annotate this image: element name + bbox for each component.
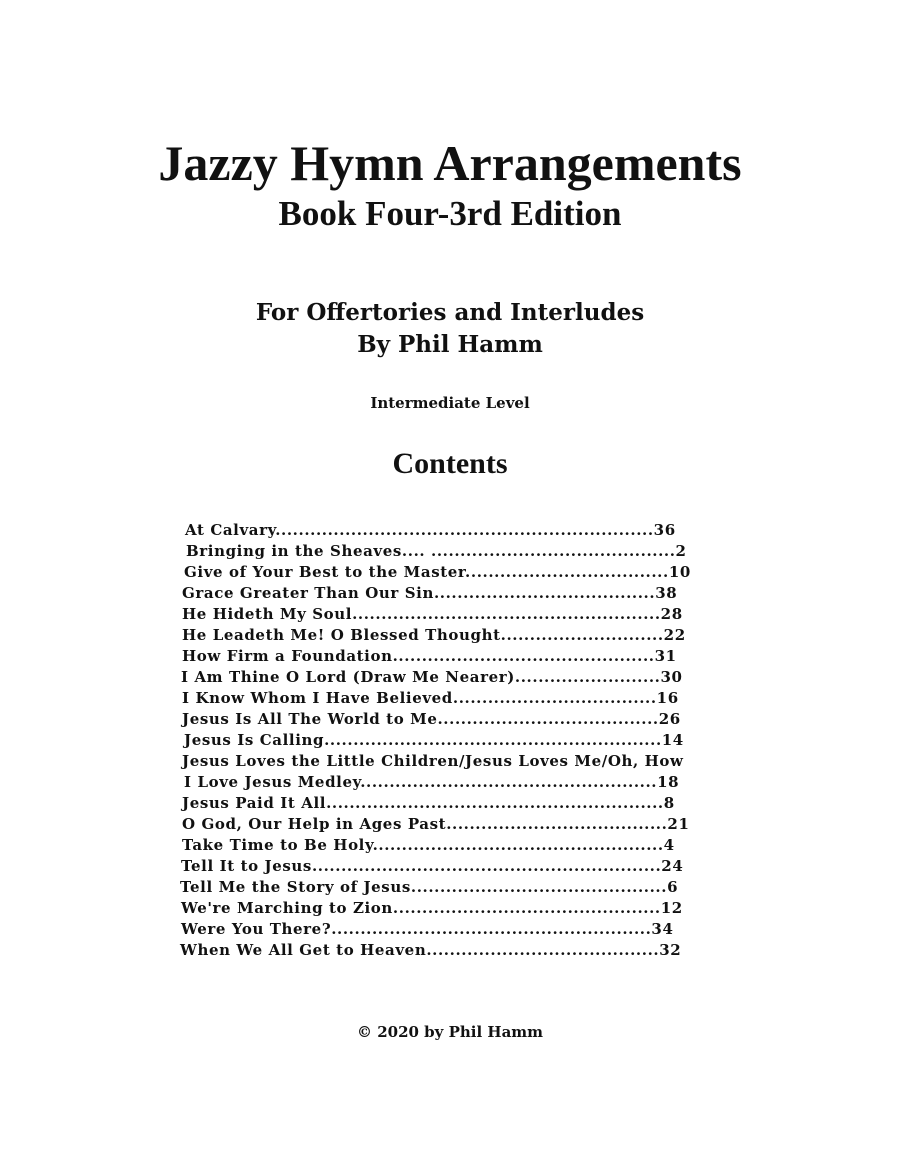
- difficulty-level: Intermediate Level: [370, 394, 530, 412]
- toc-entry: How Firm a Foundation.............................................31: [182, 647, 677, 665]
- toc-entry: When We All Get to Heaven........................................32: [180, 941, 682, 959]
- toc-entry: Give of Your Best to the Master...................................10: [184, 563, 691, 581]
- toc-entry: Tell Me the Story of Jesus............................................6: [180, 878, 679, 896]
- purpose-line: For Offertories and Interludes: [255, 299, 645, 326]
- toc-entry: I Know Whom I Have Believed...................................16: [182, 689, 679, 707]
- toc-entry: Bringing in the Sheaves.... ..........................................2: [186, 542, 687, 560]
- toc-entry: Grace Greater Than Our Sin......................................38: [182, 584, 678, 602]
- author-line: By Phil Hamm: [357, 331, 543, 358]
- contents-heading: Contents: [392, 447, 508, 480]
- toc-entry: We're Marching to Zion..............................................12: [181, 899, 683, 917]
- toc-entry: Take Time to Be Holy..................................................4: [182, 836, 675, 854]
- toc-entry: I Am Thine O Lord (Draw Me Nearer).........................30: [181, 668, 683, 686]
- toc-entry: I Love Jesus Medley...................................................18: [184, 773, 680, 791]
- toc-entry: Tell It to Jesus............................................................24: [181, 857, 684, 875]
- toc-entry: Jesus Is All The World to Me......................................26: [182, 710, 681, 728]
- toc-entry: O God, Our Help in Ages Past......................................21: [182, 815, 690, 833]
- toc-entry: At Calvary.................................................................36: [185, 521, 676, 539]
- toc-entry: Jesus Paid It All..........................................................8: [182, 794, 675, 812]
- book-title: Jazzy Hymn Arrangements: [158, 135, 742, 191]
- toc-entry: Were You There?.......................................................34: [181, 920, 674, 938]
- toc-entry: Jesus Loves the Little Children/Jesus Loves Me/Oh, How: [182, 752, 684, 770]
- toc-entry: He Leadeth Me! O Blessed Thought............................22: [182, 626, 686, 644]
- toc-entry: Jesus Is Calling..........................................................14: [184, 731, 684, 749]
- toc-entry: He Hideth My Soul.....................................................28: [182, 605, 683, 623]
- copyright-notice: © 2020 by Phil Hamm: [356, 1023, 544, 1041]
- book-subtitle: Book Four-3rd Edition: [278, 194, 622, 233]
